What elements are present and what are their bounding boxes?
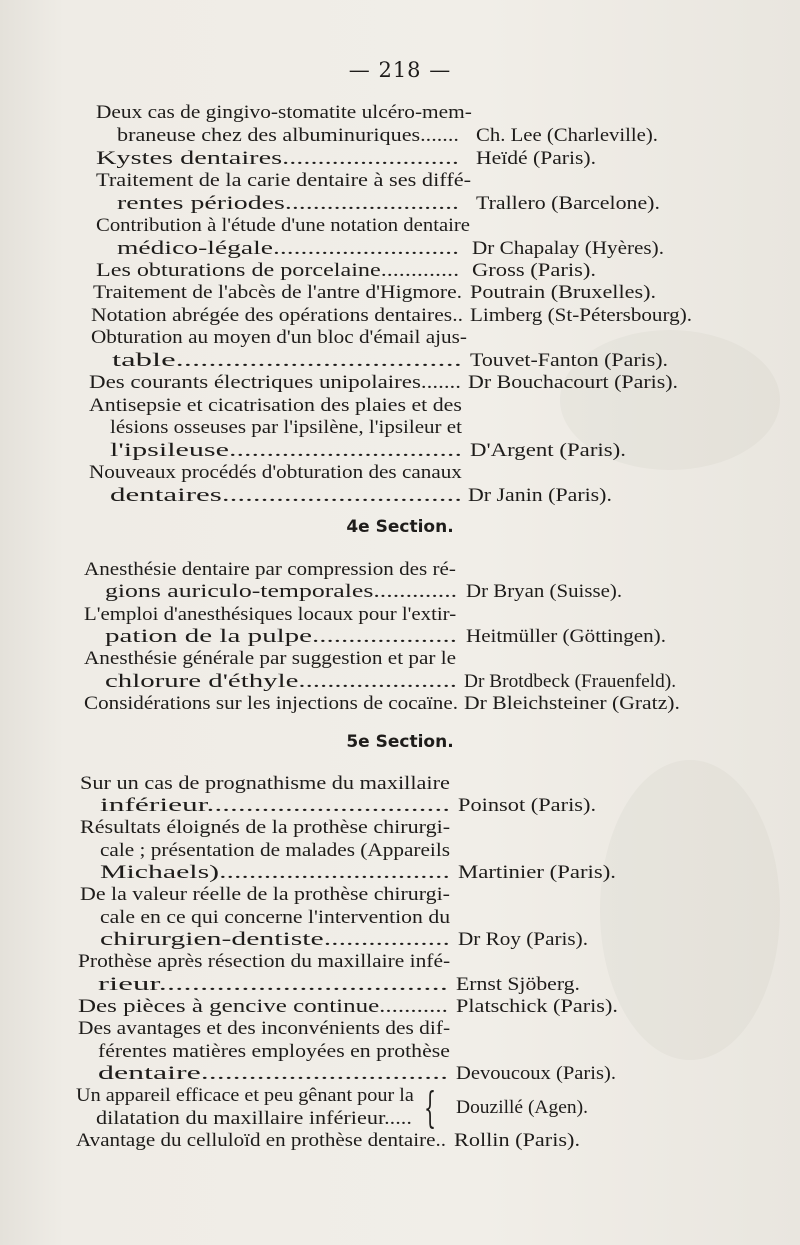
entry-title-line: rieur................................... xyxy=(98,975,449,995)
entry-title-line: cale ; présentation de malades (Appareils xyxy=(100,841,450,861)
entry-author: Dr Bouchacourt (Paris). xyxy=(468,373,679,393)
entry-author: Dr Bryan (Suisse). xyxy=(466,582,623,602)
entry-author: Touvet-Fanton (Paris). xyxy=(470,351,669,371)
entry-author: Poutrain (Bruxelles). xyxy=(470,283,657,303)
entry-title-line: Traitement de la carie dentaire à ses diffé- xyxy=(96,171,472,191)
entry-title-line: Considérations sur les injections de cocaïne. xyxy=(84,694,458,714)
entry-title-line: Résultats éloignés de la prothèse chirurgi- xyxy=(80,818,451,838)
entry-title-line: lésions osseuses par l'ipsilène, l'ipsileur et xyxy=(110,418,462,438)
entry-title-line: Des avantages et des inconvénients des dif- xyxy=(78,1019,451,1039)
entry-title-line: chlorure d'éthyle...................... xyxy=(105,672,458,692)
entry-title-line: Anesthésie dentaire par compression des ré- xyxy=(84,560,456,580)
entry-title-line: Antisepsie et cicatrisation des plaies et des xyxy=(89,396,462,416)
entry-title-line: chirurgien-dentiste................. xyxy=(100,930,450,950)
brace-symbol: { xyxy=(424,1083,437,1132)
entry-author: D'Argent (Paris). xyxy=(470,441,626,461)
entry-title-line: Des courants électriques unipolaires....... xyxy=(89,373,462,393)
entry-title-line: Notation abrégée des opérations dentaires.. xyxy=(91,306,464,326)
entry-author: Dr Bleichsteiner (Gratz). xyxy=(464,694,680,714)
entry-title-line: Un appareil efficace et peu gênant pour la xyxy=(76,1086,414,1106)
entry-author: Gross (Paris). xyxy=(472,261,597,281)
entry-title-line: Avantage du celluloïd en prothèse dentaire.. xyxy=(76,1131,446,1151)
entry-title-line: Deux cas de gingivo-stomatite ulcéro-mem- xyxy=(96,103,472,123)
entry-title-line: Kystes dentaires......................... xyxy=(96,149,459,169)
entry-author: Rollin (Paris). xyxy=(454,1131,581,1151)
entry-title-line: De la valeur réelle de la prothèse chirurgi- xyxy=(80,885,450,905)
entry-title-line: Nouveaux procédés d'obturation des canaux xyxy=(89,463,462,483)
entry-author: Dr Brotdbeck (Frauenfeld). xyxy=(464,672,677,692)
section-heading-5: 5e Section. xyxy=(346,732,454,752)
entry-title-line: Contribution à l'étude d'une notation dentaire xyxy=(96,216,471,236)
entry-title-line: dentaire............................... xyxy=(98,1064,449,1084)
entry-title-line: inférieur............................... xyxy=(100,796,451,816)
entry-title-line: table................................... xyxy=(112,351,462,371)
entry-title-line: rentes périodes......................... xyxy=(117,194,460,214)
entry-title-line: l'ipsileuse............................... xyxy=(110,441,462,461)
entry-title-line: pation de la pulpe.................... xyxy=(105,627,458,647)
entry-author: Heïdé (Paris). xyxy=(476,149,597,169)
entry-title-line: Michaels)............................... xyxy=(100,863,450,883)
entry-author: Dr Chapalay (Hyères). xyxy=(472,239,665,259)
entry-title-line: braneuse chez des albuminuriques....... xyxy=(117,126,459,146)
entry-title-line: dilatation du maxillaire inférieur..... xyxy=(96,1109,412,1129)
entry-author: Devoucoux (Paris). xyxy=(456,1064,616,1084)
entry-title-line: Traitement de l'abcès de l'antre d'Higmore. xyxy=(93,283,463,303)
entry-author: Dr Janin (Paris). xyxy=(468,486,612,506)
entry-author: Ch. Lee (Charleville). xyxy=(476,126,658,146)
page-number: — 218 — xyxy=(348,58,452,82)
entry-title-line: L'emploi d'anesthésiques locaux pour l'extir- xyxy=(84,605,457,625)
section-heading-4: 4e Section. xyxy=(346,517,454,537)
entry-author: Douzillé (Agen). xyxy=(456,1098,589,1118)
entry-title-line: Anesthésie générale par suggestion et par le xyxy=(84,649,457,669)
entry-title-line: Les obturations de porcelaine............. xyxy=(96,261,460,281)
entry-title-line: médico-légale........................... xyxy=(117,239,459,259)
entry-author: Platschick (Paris). xyxy=(456,997,618,1017)
entry-title-line: Obturation au moyen d'un bloc d'émail ajus- xyxy=(91,328,467,348)
entry-author: Dr Roy (Paris). xyxy=(458,930,589,950)
entry-title-line: férentes matières employées en prothèse xyxy=(98,1042,450,1062)
entry-author: Limberg (St-Pétersbourg). xyxy=(470,306,693,326)
entry-author: Martinier (Paris). xyxy=(458,863,616,883)
entry-title-line: Prothèse après résection du maxillaire infé- xyxy=(78,952,451,972)
entry-title-line: Sur un cas de prognathisme du maxillaire xyxy=(80,774,450,794)
entry-author: Heitmüller (Göttingen). xyxy=(466,627,666,647)
entry-title-line: gions auriculo-temporales............. xyxy=(105,582,458,602)
entry-author: Ernst Sjöberg. xyxy=(456,975,580,995)
entry-author: Trallero (Barcelone). xyxy=(476,194,660,214)
entry-author: Poinsot (Paris). xyxy=(458,796,597,816)
entry-title-line: cale en ce qui concerne l'intervention du xyxy=(100,908,451,928)
entry-title-line: Des pièces à gencive continue........... xyxy=(78,997,448,1017)
entry-title-line: dentaires............................... xyxy=(110,486,463,506)
